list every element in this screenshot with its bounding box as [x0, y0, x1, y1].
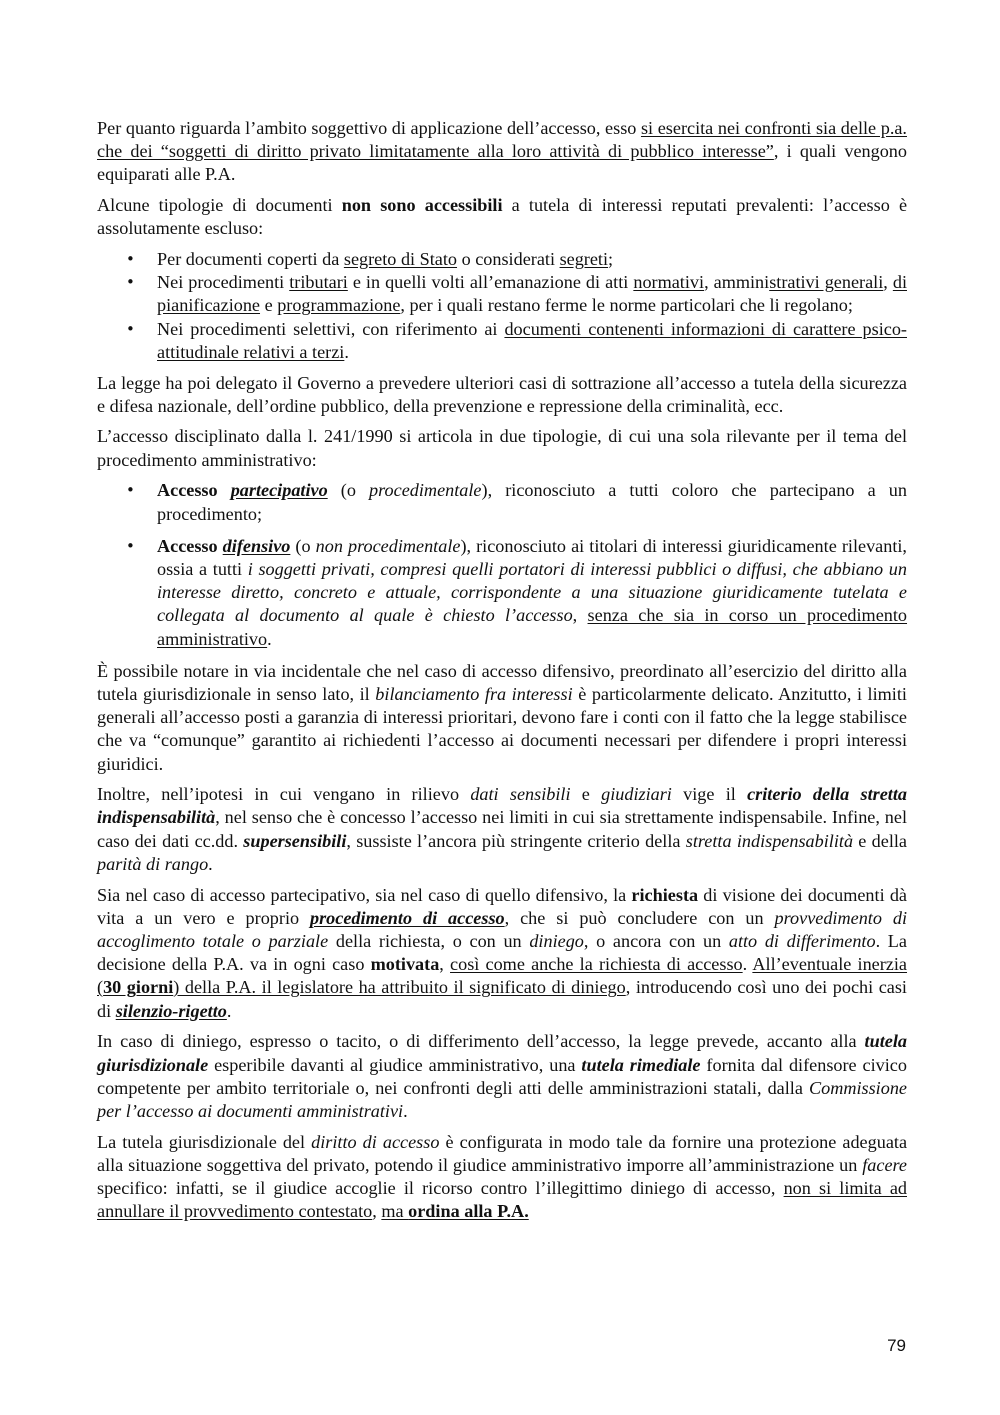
text-run: (o: [290, 535, 316, 556]
paragraph-scope: [97, 117, 907, 187]
text-run: a tutela di interessi reputati prevalenti: l’accesso è assolutamente escluso:: [97, 195, 908, 239]
text-run: , introducendo così uno dei pochi casi di: [97, 977, 907, 1021]
text-run: motivata: [370, 954, 440, 975]
text-run: In caso di diniego, espresso o tacito, o di differimento dell’accesso, la legge prevede, accanto alla: [97, 1031, 865, 1052]
text-run: Accesso: [157, 480, 231, 501]
text-run: procedimento di accesso: [310, 907, 505, 928]
text-run: Inoltre, nell’ipotesi in cui vengano in rilievo: [97, 784, 471, 805]
text-run: non si limita ad annullare il provvedimento contestato: [97, 1178, 907, 1222]
text-run: .: [344, 341, 349, 362]
text-run: parità di rango: [97, 853, 209, 874]
text-run: non procedimentale: [315, 535, 461, 556]
text-run: , i quali vengono equiparati alle P.A.: [97, 141, 907, 185]
text-run: ), riconosciuto ai titolari di interessi giuridicamente rilevanti, ossia a tutti: [157, 535, 907, 579]
text-run: senza che sia in corso un procedimento amministrativo: [157, 605, 908, 649]
text-run: giudiziari: [601, 784, 672, 805]
text-run: così come anche la richiesta di accesso: [450, 954, 743, 975]
text-run: i soggetti privati, compresi quelli portatori di interessi pubblici o diffusi, che abbiano un interesse diretto, concreto e attuale, corrispondente a una situazione giuridicamente tutelata e collegata al documento al quale è chiesto l’accesso: [157, 558, 907, 626]
text-run: si esercita nei confronti sia delle p.a. che dei “soggetti di diritto privato limitatamente alla loro attività di pubblico interesse”: [97, 118, 907, 162]
text-run: È possibile notare in via incidentale che nel caso di accesso difensivo, preordinato all’esercizio del diritto alla tutela giurisdizionale in senso lato, il: [97, 660, 907, 704]
text-run: , nel senso che è concesso l’accesso nei limiti in cui sia strettamente indispensabile. Infine, nel caso dei dati cc.dd.: [97, 807, 907, 851]
paragraph-sensitive-data: [97, 783, 907, 876]
text-run: ), riconosciuto a tutti coloro che partecipano a un procedimento;: [157, 480, 907, 524]
text-run: .: [742, 954, 753, 975]
text-run: vige il: [671, 784, 748, 805]
text-run: ,: [572, 605, 588, 626]
text-run: atto di differimento: [728, 931, 876, 951]
text-run: tutela rimediale: [581, 1054, 701, 1075]
text-run: e: [570, 784, 602, 805]
paragraph-delegation: [97, 372, 907, 418]
text-run: , o ancora con un: [583, 931, 729, 951]
text-run: All’eventuale inerzia (: [97, 954, 908, 998]
paragraph-access-procedure: [97, 884, 907, 1023]
text-run: .: [267, 628, 272, 649]
text-run: della richiesta, o con un: [328, 931, 530, 951]
list-item: [97, 479, 907, 525]
text-run: supersensibili: [243, 830, 347, 851]
text-run: dati sensibili: [470, 784, 571, 805]
text-run: diniego: [529, 931, 584, 951]
text-run: La legge ha poi delegato il Governo a prevedere ulteriori casi di sottrazione all’accesso a tutela della sicurezza e difesa nazionale, dell’ordine pubblico, della prevenzione e repressione della criminalità, ecc.: [97, 372, 907, 416]
text-run: richiesta: [631, 884, 699, 905]
text-run: e della: [853, 830, 907, 851]
text-run: ) della P.A. il legislatore ha attribuito il significato di diniego: [173, 977, 626, 998]
text-run: tutela giurisdizionale: [97, 1031, 907, 1075]
text-run: procedimentale: [369, 480, 482, 501]
paragraph-judicial-protection: [97, 1131, 907, 1224]
text-run: ,: [439, 954, 451, 975]
text-run: ,: [372, 1201, 382, 1222]
text-run: facere: [862, 1154, 907, 1175]
text-run: Per quanto riguarda l’ambito soggettivo di applicazione dell’accesso, esso: [97, 118, 641, 138]
text-run: di visione dei documenti dà vita a un vero e proprio: [97, 884, 908, 928]
paragraph-balancing: [97, 660, 907, 776]
text-run: Alcune tipologie di documenti: [97, 195, 342, 216]
text-run: è particolarmente delicato. Anzitutto, i limiti generali all’accesso posti a garanzia di interessi prioritari, devono fare i conti con il fatto che la legge stabilisce che va “comunque” garantito ai richiedenti l’accesso ai documenti necessari per difendere i propri interessi giuridici.: [97, 683, 907, 774]
text-run: di pianificazione: [157, 272, 907, 316]
text-run: documenti contenenti informazioni di carattere psico-attitudinale relativi a terzi: [157, 318, 907, 362]
text-run: ma: [381, 1201, 409, 1222]
text-run: tributari: [289, 272, 348, 293]
access-types-list: [97, 479, 907, 650]
text-run: specifico: infatti, se il giudice accoglie il ricorso contro l’illegittimo diniego di accesso,: [97, 1178, 784, 1199]
text-run: Commissione per l’accesso ai documenti amministrativi: [97, 1077, 907, 1121]
list-item: [97, 318, 907, 364]
text-run: . La decisione della P.A. va in ogni caso: [97, 931, 907, 975]
text-run: provvedimento di accoglimento totale o parziale: [97, 907, 908, 951]
text-run: normativi: [633, 272, 705, 293]
text-run: e: [260, 295, 278, 316]
text-run: Nei procedimenti selettivi, con riferimento ai: [157, 318, 505, 339]
text-run: Accesso: [157, 535, 223, 556]
text-run: 30 giorni: [103, 977, 174, 998]
text-run: bilanciamento fra interessi: [375, 683, 573, 704]
text-run: Nei procedimenti: [157, 272, 290, 293]
text-run: L’accesso disciplinato dalla l. 241/1990 si articola in due tipologie, di cui una sola rilevante per il tema del procedimento amministrativo:: [97, 426, 907, 470]
text-run: La tutela giurisdizionale del: [97, 1131, 312, 1152]
text-run: , sussiste l’ancora più stringente criterio della: [346, 830, 686, 851]
text-run: programmazione: [277, 295, 401, 316]
text-run: e in quelli volti all’emanazione di atti: [347, 272, 634, 293]
text-run: fornita dal difensore civico competente per ambito territoriale o, nei confronti degli atti delle amministrazioni statali, dalla: [97, 1054, 907, 1098]
text-run: stretta indispensabilità: [685, 830, 854, 851]
text-run: , per i quali restano ferme le norme particolari che li regolano;: [400, 295, 853, 316]
text-run: .: [403, 1100, 408, 1121]
list-item: [97, 248, 907, 271]
page-number: 79: [887, 1336, 906, 1355]
text-run: (o: [327, 480, 370, 501]
text-run: difensivo: [222, 535, 291, 556]
document-body: [97, 117, 907, 1231]
text-run: ordina alla P.A.: [408, 1201, 529, 1222]
text-run: segreti: [559, 249, 609, 270]
paragraph-remedies: [97, 1030, 907, 1123]
excluded-documents-list: [97, 248, 907, 364]
text-run: ;: [608, 249, 614, 270]
paragraph-access-types: [97, 425, 907, 471]
text-run: strativi generali: [769, 272, 884, 293]
list-item: [97, 271, 907, 317]
text-run: partecipativo: [230, 480, 328, 501]
text-run: , che si può concludere con un: [504, 907, 775, 928]
text-run: o considerati: [457, 249, 560, 270]
list-item: [97, 535, 907, 651]
paragraph-excluded-documents: [97, 194, 907, 240]
text-run: segreto di Stato: [343, 249, 458, 270]
text-run: non sono accessibili: [341, 195, 503, 216]
text-run: è configurata in modo tale da fornire una protezione adeguata alla situazione soggettiva del privato, potendo il giudice amministrativo imporre all’amministrazione un: [97, 1131, 908, 1175]
text-run: Per documenti coperti da: [157, 249, 344, 270]
text-run: , ammini: [704, 272, 770, 293]
text-run: silenzio-rigetto: [115, 1000, 227, 1021]
text-run: diritto di accesso: [311, 1131, 440, 1152]
text-run: esperibile davanti al giudice amministrativo, una: [208, 1054, 582, 1075]
text-run: .: [226, 1000, 232, 1021]
text-run: ,: [883, 272, 893, 293]
text-run: criterio della stretta indispensabilità: [97, 784, 908, 828]
text-run: Sia nel caso di accesso partecipativo, sia nel caso di quello difensivo, la: [97, 884, 632, 905]
text-run: .: [208, 853, 213, 874]
